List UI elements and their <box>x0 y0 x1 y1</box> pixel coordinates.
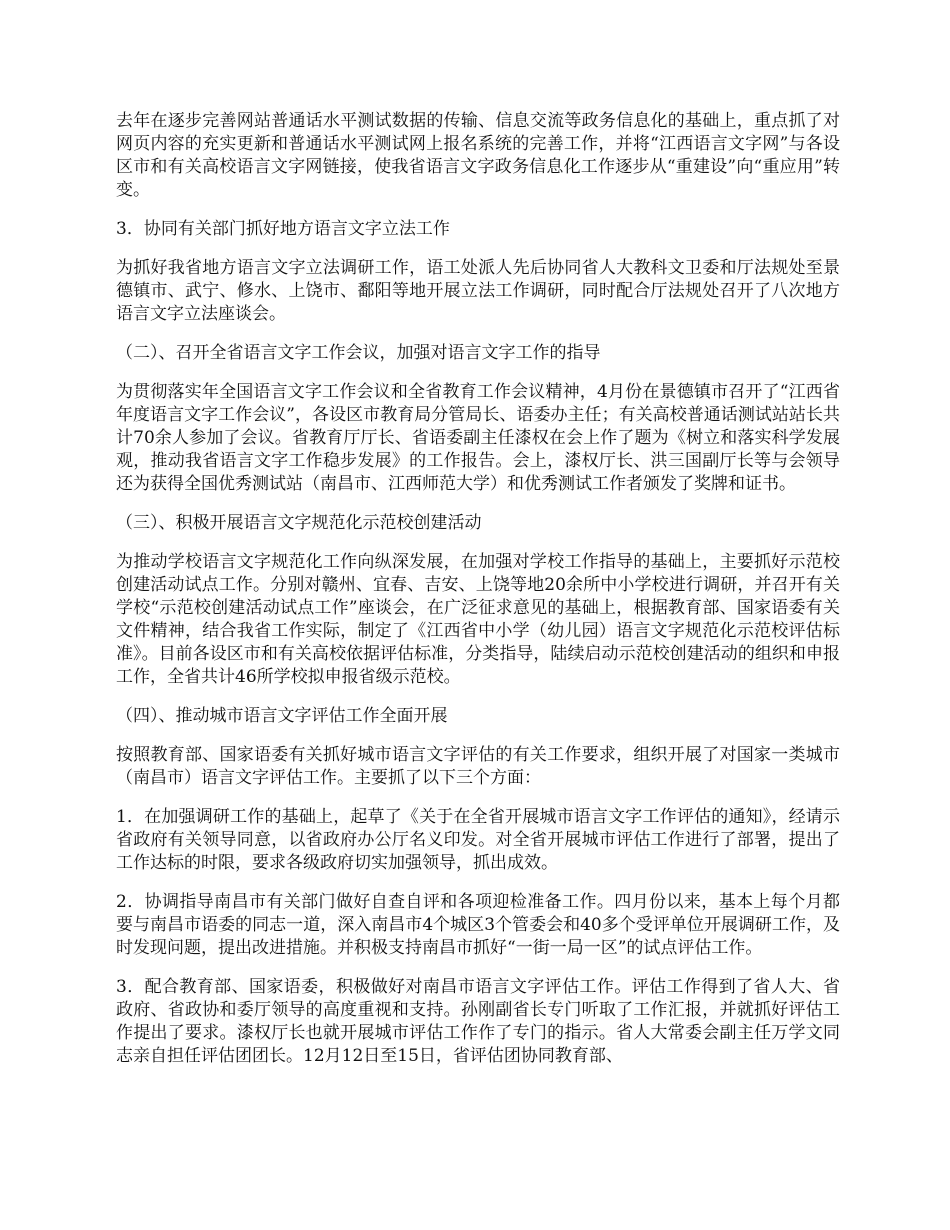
paragraph-legislation: 为抓好我省地方语言文字立法调研工作，语工处派人先后协同省人大教科文卫委和厅法规处至景德镇市、武宁、修水、上饶市、鄱阳等地开展立法工作调研，同时配合厅法规处召开了八次地方语言文字立法座谈会。 <box>116 258 840 324</box>
paragraph-item-3: 3．配合教育部、国家语委，积极做好对南昌市语言文字评估工作。评估工作得到了省人大、省政府、省政协和委厅领导的高度重视和支持。孙刚副省长专门听取了工作汇报，并就抓好评估工作提出了要求。漆权厅长也就开展城市评估工作作了专门的指示。省人大常委会副主任万学文同志亲自担任评估团团长。12月12日至15日，省评估团协同教育部、 <box>116 977 840 1066</box>
paragraph-item-2: 2．协调指导南昌市有关部门做好自查自评和各项迎检准备工作。四月份以来，基本上每个月都要与南昌市语委的同志一道，深入南昌市4个城区3个管委会和40多个受评单位开展调研工作，及时发现问题，提出改进措施。并积极支持南昌市抓好“一街一局一区”的试点评估工作。 <box>116 892 840 958</box>
paragraph-conference: 为贯彻落实年全国语言文字工作会议和全省教育工作会议精神，4月份在景德镇市召开了“江西省年度语言文字工作会议”，各设区市教育局分管局长、语委办主任；有关高校普通话测试站站长共计70余人参加了会议。省教育厅厅长、省语委副主任漆权在会上作了题为《树立和落实科学发展观，推动我省语言文字工作稳步发展》的工作报告。会上，漆权厅长、洪三国副厅长等与会领导还为获得全国优秀测试站（南昌市、江西师范大学）和优秀测试工作者颁发了奖牌和证书。 <box>116 382 840 494</box>
paragraph-model-schools: 为推动学校语言文字规范化工作向纵深发展，在加强对学校工作指导的基础上，主要抓好示范校创建活动试点工作。分别对赣州、宜春、吉安、上饶等地20余所中小学校进行调研，并召开有关学校“示范校创建活动试点工作”座谈会，在广泛征求意见的基础上，根据教育部、国家语委有关文件精神，结合我省工作实际，制定了《江西省中小学（幼儿园）语言文字规范化示范校评估标准》。目前各设区市和有关高校依据评估标准，分类指导，陆续启动示范校创建活动的组织和申报工作，全省共计46所学校拟申报省级示范校。 <box>116 552 840 687</box>
heading-conference: （二）、召开全省语言文字工作会议，加强对语言文字工作的指导 <box>116 343 601 363</box>
heading-legislation: 3．协同有关部门抓好地方语言文字立法工作 <box>116 219 450 239</box>
paragraph-web-informatization: 去年在逐步完善网站普通话水平测试数据的传输、信息交流等政务信息化的基础上，重点抓了对网页内容的充实更新和普通话水平测试网上报名系统的完善工作，并将“江西语言文字网”与各设区市和有关高校语言文字网链接，使我省语言文字政务信息化工作逐步从“重建设”向“重应用”转变。 <box>116 111 840 200</box>
paragraph-item-1: 1．在加强调研工作的基础上，起草了《关于在全省开展城市语言文字工作评估的通知》，经请示省政府有关领导同意，以省政府办公厅名义印发。对全省开展城市评估工作进行了部署，提出了工作达标的时限，要求各级政府切实加强领导，抓出成效。 <box>116 807 840 873</box>
paragraph-city-evaluation-intro: 按照教育部、国家语委有关抓好城市语言文字评估的有关工作要求，组织开展了对国家一类城市（南昌市）语言文字评估工作。主要抓了以下三个方面： <box>116 745 840 788</box>
heading-model-schools: （三）、积极开展语言文字规范化示范校创建活动 <box>116 513 482 533</box>
heading-city-evaluation: （四）、推动城市语言文字评估工作全面开展 <box>116 706 448 726</box>
document-page <box>116 110 840 1084</box>
